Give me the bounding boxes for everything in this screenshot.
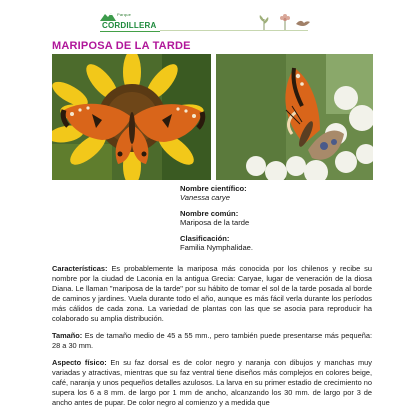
species-info xyxy=(180,184,380,252)
appearance-label: Aspecto físico: xyxy=(52,358,107,367)
scientific-name-value: Vanessa carye xyxy=(180,193,230,203)
characteristics-paragraph xyxy=(52,264,372,324)
plant-icon xyxy=(258,14,270,30)
size-label: Tamaño: xyxy=(52,331,83,340)
logo-underline xyxy=(100,31,160,32)
parque-cordillera-logo xyxy=(100,12,160,34)
flower-icon xyxy=(276,14,294,30)
classification-value: Familia Nymphalidae. xyxy=(180,243,254,253)
mountain-logo-icon xyxy=(100,12,116,21)
scientific-name-label: Nombre científico: xyxy=(180,184,247,193)
characteristics-label: Características: xyxy=(52,264,108,273)
size-paragraph xyxy=(52,331,372,351)
logo-big-text: CORDILLERA xyxy=(102,21,157,30)
classification-label: Clasificación: xyxy=(180,233,230,243)
size-text: Es de tamaño medio de 45 a 55 mm., pero también puede presentarse más pequeña: 28 a 30 mm. xyxy=(52,331,372,350)
appearance-text: En su faz dorsal es de color negro y naranja con dibujos y manchas muy variadas y atractivas, mientras que su faz ventral tiene diseños más complejos en colores beige, café, naranja y unos pequeños detalles azulosos. La larva en su primer estadio de crecimiento no supera los 6 a 8 mm. de largo por 1 mm de ancho, alcanzando los 30 mm. de largo por 3 de ancho antes de pupar. De color negro al comienzo y a medida que xyxy=(52,358,372,407)
description-body xyxy=(52,264,372,415)
header-divider xyxy=(160,30,308,31)
common-name-value: Mariposa de la tarde xyxy=(180,218,250,228)
bird-icon xyxy=(296,18,310,28)
butterfly-on-white-flowers-photo xyxy=(216,54,373,180)
logo-small-text: Parque xyxy=(117,12,132,17)
page-title: MARIPOSA DE LA TARDE xyxy=(52,40,191,52)
butterfly-on-sunflower-photo xyxy=(52,54,211,180)
common-name-label: Nombre común: xyxy=(180,208,239,218)
characteristics-text: Es probablemente la mariposa más conocida por los chilenos y recibe su nombre por la ciudad de Laconia en la antigua Grecia: Caryae, lugar de veneración de la diosa Diana. Le llaman "mariposa de la tarde" por su hábito de tomar el sol de la tarde posada al borde de caminos y jardines. Vuela durante todo el año, aunque es más fácil verla durante los períodos más cálidos de cada zona. La variedad de plantas con las que se asocia para reproducir ha colaborado su amplia distribución. xyxy=(52,264,372,323)
appearance-paragraph xyxy=(52,358,372,408)
page-header xyxy=(0,0,400,36)
